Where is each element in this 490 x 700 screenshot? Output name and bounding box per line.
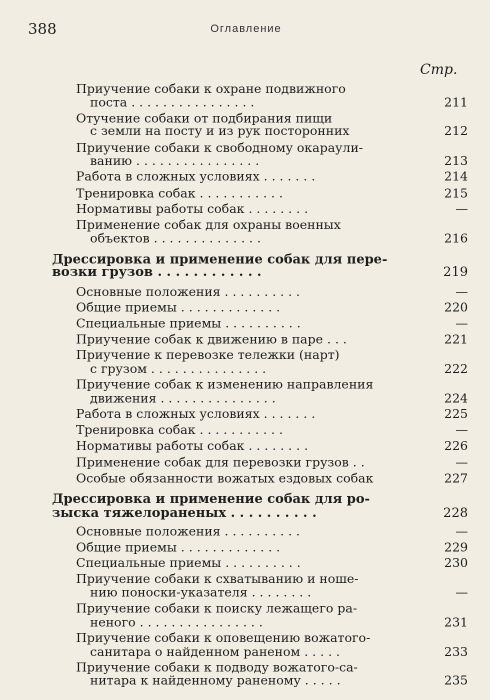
toc-page-number: — bbox=[455, 315, 468, 331]
toc-entry-title: Применение собак для охраны военных bbox=[76, 217, 341, 232]
toc-page-number: 214 bbox=[444, 169, 468, 184]
toc-page-number: 225 bbox=[444, 406, 468, 422]
toc-entry-title: Приучение собаки к поиску лежащего ра- bbox=[76, 600, 358, 616]
toc-page-number: 220 bbox=[444, 299, 468, 315]
toc-entry-title: Дрессировка и применение собак для пере- bbox=[52, 252, 388, 268]
toc-entry-title: Основные положения . . . . . . . . . . bbox=[76, 283, 301, 299]
toc-page-number: 224 bbox=[444, 390, 468, 406]
toc-page-number: 230 bbox=[444, 555, 468, 571]
toc-page-number: 233 bbox=[444, 643, 468, 659]
toc-entry-title: Тренировка собак . . . . . . . . . . . bbox=[76, 185, 283, 200]
toc-page-number: — bbox=[455, 523, 468, 539]
toc-page-number: — bbox=[455, 422, 468, 438]
toc-page-number: 231 bbox=[444, 614, 468, 630]
toc-entry-title: Приучение собаки к подводу вожатого-са- bbox=[76, 659, 358, 675]
toc-entry-title: Особые обязанности вожатых ездовых собак bbox=[76, 470, 374, 486]
toc-entry-title: Основные положения . . . . . . . . . . bbox=[76, 523, 301, 539]
toc-entry-title-continued: движения . . . . . . . . . . . . . . . bbox=[90, 390, 276, 406]
toc-page-number: 216 bbox=[444, 230, 468, 246]
toc-entry-title: Приучение к перевозке тележки (нарт) bbox=[76, 347, 340, 363]
toc-page-number: — bbox=[455, 283, 468, 299]
toc-entry-title: Приучение собаки к схватыванию и ноше- bbox=[76, 571, 359, 587]
toc-entry-title-continued: нию поноски-указателя . . . . . . . . bbox=[90, 584, 312, 600]
toc-entry-title: Специальные приемы . . . . . . . . . . bbox=[76, 555, 301, 571]
toc-entry-title: Приучение собаки к охране подвижного bbox=[76, 81, 346, 96]
toc-page-number: — bbox=[455, 454, 468, 470]
toc-page-number: 215 bbox=[444, 185, 468, 200]
toc-page-number: — bbox=[455, 201, 468, 216]
toc-page-number: 228 bbox=[443, 505, 468, 521]
toc-page-number: 235 bbox=[444, 672, 468, 688]
toc-entry-title: Приучение собак к движению в паре . . . bbox=[76, 331, 347, 347]
toc-page-number: 212 bbox=[444, 123, 468, 139]
toc-entry-title: Приучение собаки к свободному окараули- bbox=[76, 139, 364, 155]
toc-entry-title: Тренировка собак . . . . . . . . . . . bbox=[76, 422, 283, 438]
page-column-label: Стр. bbox=[420, 62, 458, 78]
toc-entry-title: Нормативы работы собак . . . . . . . . bbox=[76, 438, 309, 454]
toc-entry-title: Общие приемы . . . . . . . . . . . . . bbox=[76, 539, 281, 555]
toc-page-number: 219 bbox=[443, 265, 468, 281]
toc-entry-title: Работа в сложных условиях . . . . . . . bbox=[76, 406, 316, 422]
toc-entry-title: Работа в сложных условиях . . . . . . . bbox=[76, 169, 316, 184]
toc-page-number: 227 bbox=[444, 470, 468, 486]
toc-entry-title: Приучение собак к изменению направления bbox=[76, 376, 374, 392]
page-number: 388 bbox=[28, 20, 57, 38]
toc-entry-title: Применение собак для перевозки грузов . . bbox=[76, 454, 365, 470]
running-title: Оглавление bbox=[210, 23, 282, 35]
toc-entry-title: Отучение собаки от подбирания пищи bbox=[76, 110, 333, 126]
toc-entry-title-continued: ванию . . . . . . . . . . . . . . . . bbox=[90, 153, 260, 168]
toc-entry-title-continued: с земли на посту и из рук посторонних bbox=[90, 123, 350, 139]
toc-entry-title-continued: неного . . . . . . . . . . . . . . . . bbox=[90, 614, 263, 630]
toc-page-number: — bbox=[455, 584, 468, 600]
toc-entry-title: Приучение собаки к оповещению вожатого- bbox=[76, 630, 371, 646]
toc-entry-title-continued: санитара о найденном раненом . . . . . bbox=[90, 643, 340, 659]
toc-page-number: 221 bbox=[444, 331, 468, 347]
toc-entry-title-continued: с грузом . . . . . . . . . . . . . . . bbox=[90, 361, 267, 376]
toc-entry-title-continued: зыска тяжелораненых . . . . . . . . . . bbox=[52, 505, 317, 521]
toc-page-number: 229 bbox=[444, 539, 468, 555]
toc-entry-title-continued: объектов . . . . . . . . . . . . . . bbox=[90, 230, 261, 246]
toc-entry-title-continued: возки грузов . . . . . . . . . . . . bbox=[52, 265, 262, 281]
toc-entry-title: Специальные приемы . . . . . . . . . . bbox=[76, 315, 301, 331]
toc-page-number: 213 bbox=[444, 153, 468, 168]
toc-page-number: 211 bbox=[444, 94, 468, 110]
page-header bbox=[28, 20, 464, 42]
toc-entry-title-continued: поста . . . . . . . . . . . . . . . . bbox=[90, 94, 255, 110]
toc-page-number: 222 bbox=[444, 361, 468, 376]
toc-page-number: 226 bbox=[444, 438, 468, 454]
toc-entry-title-continued: нитара к найденному раненому . . . . . bbox=[90, 672, 341, 688]
toc-entry-title: Дрессировка и применение собак для ро- bbox=[52, 492, 370, 507]
toc-entry-title: Нормативы работы собак . . . . . . . . bbox=[76, 201, 309, 216]
toc-entry-title: Общие приемы . . . . . . . . . . . . . bbox=[76, 299, 281, 315]
